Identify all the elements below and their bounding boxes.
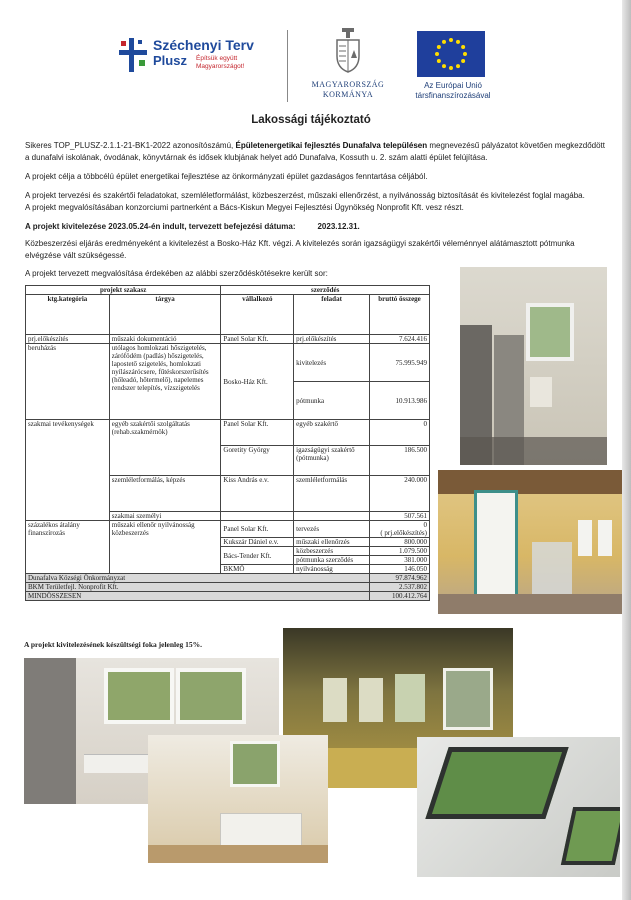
paragraph-schedule: A projekt kivitelezése 2023.05.24-én indult, tervezett befejezési dátuma: 2023.12.31. — [25, 222, 360, 231]
hall-windows-photo — [148, 735, 328, 863]
table-row: Bács-Tender Kft. közbeszerzés 1.079.500 — [26, 547, 430, 556]
column-header-category: ktg.kategória — [26, 295, 110, 335]
summary-row: MINDÖSSZESEN 100.412.764 — [26, 592, 430, 601]
paragraph-intro: Sikeres TOP_PLUSZ-2.1.1-21-BK1-2022 azonosítószámú, Épületenergetikai fejlesztés Dunafalva településen megnevezésű pályázatot követően megkezdődött a dunafalvi iskolának, óvodának, könyvtárnak és idősek klubjának helyet adó Dunafalva, Kossuth u. 2. szám alatti épület felújítása. — [25, 141, 605, 162]
table-row: szemléletformálás, képzés Kiss András e.v. szemléletformálás 240.000 — [26, 476, 430, 512]
eu-star-icon — [442, 64, 446, 68]
eu-star-icon — [442, 40, 446, 44]
table-row: prj.előkészítés műszaki dokumentáció Panel Solar Kft. prj.előkészítés 7.624.416 — [26, 335, 430, 344]
eu-star-icon — [437, 45, 441, 49]
eu-star-icon — [437, 59, 441, 63]
paragraph-contracts-intro: A projekt tervezett megvalósítása érdekében az alábbi szerződéskötésekre került sor: — [25, 269, 328, 278]
table-row: pótmunka szerződés 381.000 — [26, 556, 430, 565]
szechenyi-slogan: Építsük együtt Magyarországot! — [196, 55, 245, 70]
government-logo — [300, 28, 396, 106]
column-header-task: feladat — [294, 295, 370, 335]
paragraph-partner: A projekt megvalósításában konzorciumi partnerként a Bács-Kiskun Megyei Fejlesztési Ügynökség Nonprofit Kft. vesz részt. — [25, 203, 464, 212]
table-row: BKMÖ nyilvánosság 146.050 — [26, 565, 430, 574]
eu-flag-icon — [417, 31, 485, 77]
table-row: szakmai személyi 507.561 — [26, 512, 430, 521]
header-divider — [287, 30, 288, 102]
contracts-table — [25, 285, 430, 601]
corridor-photo — [438, 470, 626, 614]
summary-row: BKM Területfejl. Nonprofit Kft. 2.537.802 — [26, 583, 430, 592]
paragraph-tasks: A projekt tervezési és szakértői feladatokat, szemléletformálást, közbeszerzést, műszaki ellenőrzést, a nyilvánosság biztosítását és kivitelezést foglal magába. — [25, 191, 585, 200]
skylight-photo — [417, 737, 620, 877]
eu-star-icon — [456, 64, 460, 68]
column-header-subject: tárgya — [109, 295, 221, 335]
progress-note: A projekt kivitelezésének készültségi foka jelenleg 15%. — [24, 640, 202, 649]
page-edge-shadow — [622, 0, 631, 900]
project-name: Épületenergetikai fejlesztés Dunafalva településen — [235, 141, 428, 150]
column-header-contractor: vállalkozó — [221, 295, 294, 335]
government-name: MAGYARORSZÁG KORMÁNYA — [311, 80, 385, 99]
table-row: Kukszár Dániel e.v. műszaki ellenőrzés 800.000 — [26, 538, 430, 547]
eu-logo — [403, 31, 503, 103]
group-header-project: projekt szakasz — [26, 286, 221, 295]
table-row: százalékos átalány finanszírozás műszaki ellenőr nyilvánosság közbeszerzés Panel Solar Kft. tervezés 0 ( prj.előkészítés) — [26, 521, 430, 538]
eu-star-icon — [461, 59, 465, 63]
page-title: Lakossági tájékoztató — [251, 114, 371, 126]
table-row: Goretity György igazságügyi szakértő (pótmunka) 186.500 — [26, 446, 430, 476]
eu-star-icon — [435, 52, 439, 56]
eu-cofinancing-text: Az Európai Unió társfinanszírozásával — [415, 81, 491, 100]
szechenyi-cross-icon — [117, 36, 151, 76]
column-header-amount: bruttó összege — [370, 295, 430, 335]
paragraph-procurement: Közbeszerzési eljárás eredményeként a kivitelezést a Bosko-Ház Kft. végzi. A kivitelezés során igazságügyi szakértői véleménnyel alátámasztott pótmunka elvégzése vált szükségessé. — [25, 239, 575, 260]
eu-star-icon — [449, 66, 453, 70]
table-row: pótmunka 10.913.986 — [26, 382, 430, 420]
bathroom-photo — [460, 267, 607, 465]
szechenyi-logo — [117, 36, 267, 96]
szechenyi-plus: Plusz — [153, 53, 187, 68]
eu-star-icon — [449, 38, 453, 42]
eu-star-icon — [461, 45, 465, 49]
eu-star-icon — [463, 52, 467, 56]
eu-star-icon — [456, 40, 460, 44]
summary-row: Dunafalva Községi Önkormányzat 97.874.962 — [26, 574, 430, 583]
coat-of-arms-icon — [334, 28, 362, 74]
paragraph-goal: A projekt célja a többcélú épület energetikai fejlesztése az önkormányzati épület gazdaságos fenntartása céljából. — [25, 172, 428, 181]
group-header-contract: szerződés — [221, 286, 430, 295]
table-row: beruházás utólagos homlokzati hőszigetelés, zárófödém (padlás) hőszigetelés, lapostető szigetelés, homlokzati nyílászárócsere, fűtéskorszerűsítés (hőleadó, hőtermelő), napelemes rendszer telepítés, vízszigetelés Bosko-Ház Kft. kivitelezés 75.995.949 — [26, 344, 430, 382]
szechenyi-title: Széchenyi Terv — [153, 37, 254, 53]
table-row: szakmai tevékenységek egyéb szakértői szolgáltatás (rehab.szakmérnök) Panel Solar Kft. egyéb szakértő 0 — [26, 420, 430, 446]
